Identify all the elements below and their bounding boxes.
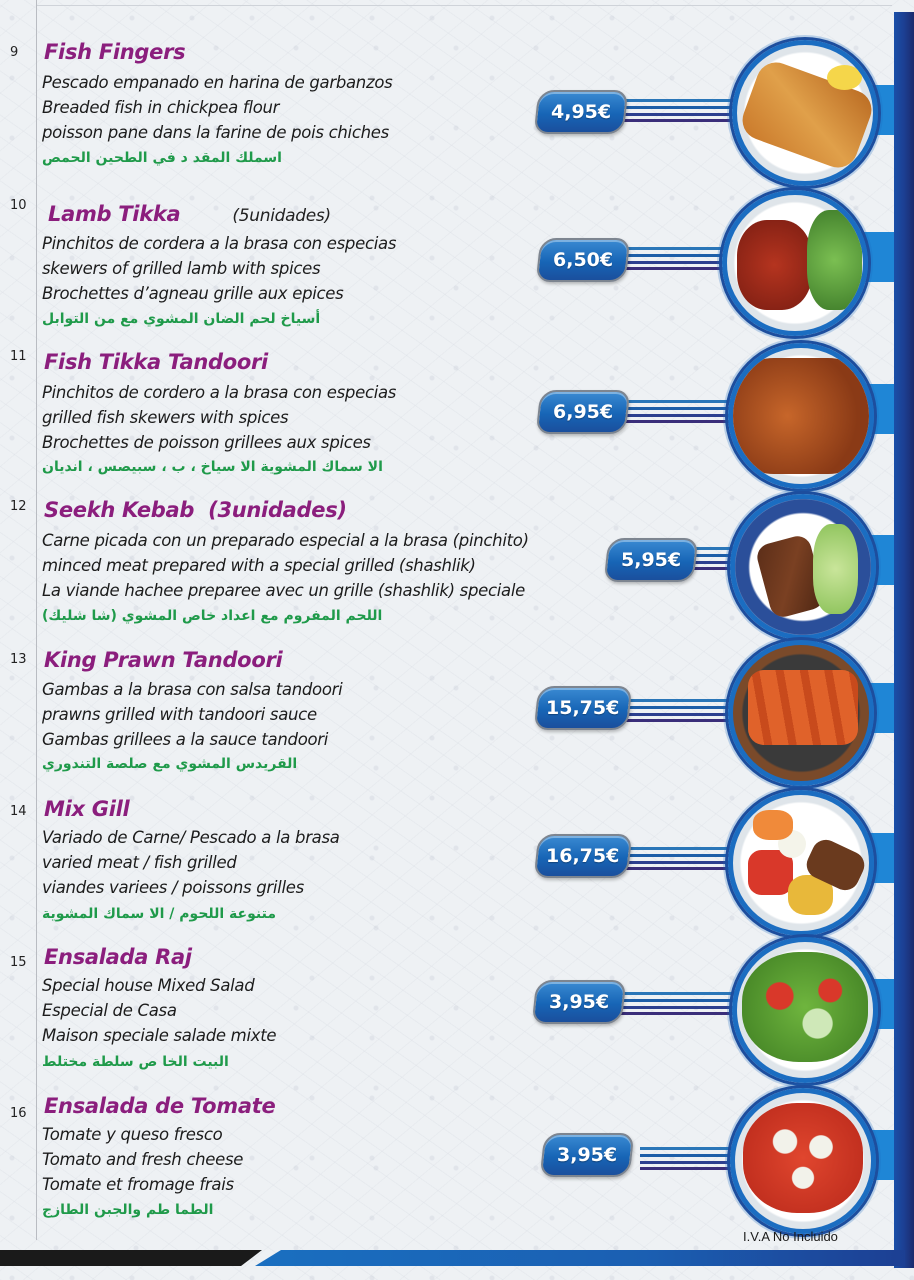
item-number: 10	[10, 198, 27, 213]
price-connector	[625, 845, 740, 871]
bottom-bar-black	[0, 1250, 262, 1266]
desc-line-fr: Brochettes d’agneau grille aux epices	[42, 284, 344, 303]
king-prawn-image	[728, 640, 874, 786]
item-description	[42, 1122, 243, 1197]
desc-line-fr: La viande hachee preparee avec un grille (shashlik) speciale	[42, 581, 526, 600]
item-title-text: Fish Fingers	[44, 40, 186, 64]
desc-line-es: Tomate y queso fresco	[42, 1125, 223, 1144]
item-units: (5unidades)	[232, 206, 331, 226]
desc-line-es: Variado de Carne/ Pescado a la brasa	[42, 828, 340, 847]
item-number: 11	[10, 349, 27, 364]
item-title	[48, 202, 331, 226]
desc-line-es: Pescado empanado en harina de garbanzos	[42, 73, 393, 92]
lamb-tikka-image	[722, 190, 868, 336]
item-title	[44, 945, 192, 969]
desc-line-en: minced meat prepared with a special grilled (shashlik)	[42, 556, 476, 575]
item-description	[42, 825, 340, 900]
desc-line-en: Special house Mixed Salad	[42, 976, 255, 995]
item-description	[42, 231, 396, 306]
left-rule	[36, 0, 37, 1240]
desc-line-en: prawns grilled with tandoori sauce	[42, 705, 317, 724]
item-title	[44, 797, 129, 821]
bottom-bar-blue	[255, 1250, 905, 1266]
desc-line-ar: اللحم المفروم مع اعداد خاص المشوي (شا شليك)	[42, 608, 383, 624]
desc-line-es: Gambas a la brasa con salsa tandoori	[42, 680, 343, 699]
item-title	[44, 1094, 275, 1118]
item-number: 16	[10, 1106, 27, 1121]
desc-line-ar: متنوعة اللحوم / الا سماك المشوية	[42, 906, 276, 922]
fish-fingers-image	[732, 40, 878, 186]
seekh-kebab-image	[730, 494, 876, 640]
fish-tikka-image	[728, 343, 874, 489]
item-title-text: Lamb Tikka	[48, 202, 181, 226]
desc-line-es: Pinchitos de cordero a la brasa con especias	[42, 383, 397, 402]
price-connector	[620, 990, 740, 1016]
price-value: 6,50€	[552, 249, 614, 271]
desc-line-fr: poisson pane dans la farine de pois chiches	[42, 123, 389, 142]
item-number: 14	[10, 804, 27, 819]
item-title-text: Ensalada Raj	[44, 945, 192, 969]
item-title	[44, 40, 185, 64]
desc-line-es: Pinchitos de cordera a la brasa con especias	[42, 234, 397, 253]
desc-line-en: skewers of grilled lamb with spices	[42, 259, 321, 278]
desc-line-es: Carne picada con un preparado especial a la brasa (pinchito)	[42, 531, 529, 550]
item-description	[42, 528, 529, 603]
item-description	[42, 973, 276, 1048]
right-border-bar	[894, 12, 914, 1268]
desc-line-es: Especial de Casa	[42, 1001, 177, 1020]
desc-line-en: Breaded fish in chickpea flour	[42, 98, 280, 117]
item-description	[42, 380, 396, 455]
price-tag	[534, 834, 633, 878]
raj-salad-image	[732, 937, 878, 1083]
price-connector	[640, 1145, 740, 1171]
price-tag	[536, 238, 631, 282]
price-value: 3,95€	[556, 1144, 618, 1166]
desc-line-fr: viandes variees / poissons grilles	[42, 878, 304, 897]
desc-line-en: grilled fish skewers with spices	[42, 408, 289, 427]
item-title-text: Seekh Kebab	[44, 498, 195, 522]
mix-grill-image	[728, 790, 874, 936]
desc-line-en: varied meat / fish grilled	[42, 853, 237, 872]
price-tag	[534, 686, 633, 730]
desc-line-ar: القريدس المشوي مع صلصة التندوري	[42, 756, 298, 772]
price-connector	[620, 398, 740, 424]
price-value: 4,95€	[550, 101, 612, 123]
item-number: 13	[10, 652, 27, 667]
item-number: 12	[10, 499, 27, 514]
tomato-salad-image	[730, 1088, 876, 1234]
desc-line-fr: Tomate et fromage frais	[42, 1175, 234, 1194]
price-tag	[540, 1133, 635, 1177]
item-description	[42, 677, 342, 752]
item-title-text: Mix Gill	[44, 797, 130, 821]
desc-line-fr: Brochettes de poisson grillees aux spices	[42, 433, 371, 452]
top-rule	[36, 5, 892, 6]
price-value: 16,75€	[546, 845, 620, 867]
price-value: 5,95€	[620, 549, 682, 571]
price-tag	[532, 980, 627, 1024]
item-number: 15	[10, 955, 27, 970]
item-title-text: Ensalada de Tomate	[44, 1094, 276, 1118]
item-units: (3unidades)	[208, 498, 347, 522]
desc-line-ar: اسملك المقد د في الطحين الحمص	[42, 150, 282, 166]
desc-line-fr: Maison speciale salade mixte	[42, 1026, 277, 1045]
price-tag	[536, 390, 631, 434]
desc-line-fr: Gambas grillees a la sauce tandoori	[42, 730, 329, 749]
price-tag	[604, 538, 699, 582]
item-title-text: King Prawn Tandoori	[44, 648, 283, 672]
vat-note: I.V.A No Incluido	[743, 1229, 838, 1244]
price-connector	[620, 97, 740, 123]
price-value: 6,95€	[552, 401, 614, 423]
item-number: 9	[10, 45, 19, 60]
desc-line-en: Tomato and fresh cheese	[42, 1150, 244, 1169]
desc-line-ar: الا سماك المشوية الا سياخ ، ب ، سبيصس ، انديان	[42, 459, 383, 475]
desc-line-ar: أسياخ لحم الضان المشوي مع من التوابل	[42, 311, 321, 327]
desc-line-ar: البيت الخا ص سلطة مختلط	[42, 1054, 229, 1070]
item-title	[44, 350, 268, 374]
item-title	[44, 648, 282, 672]
price-tag	[534, 90, 629, 134]
item-title	[44, 498, 347, 522]
item-description	[42, 70, 392, 145]
desc-line-ar: الطما طم والجبن الطازج	[42, 1202, 214, 1218]
price-value: 3,95€	[548, 991, 610, 1013]
price-value: 15,75€	[546, 697, 620, 719]
price-connector	[625, 697, 740, 723]
item-title-text: Fish Tikka Tandoori	[44, 350, 268, 374]
